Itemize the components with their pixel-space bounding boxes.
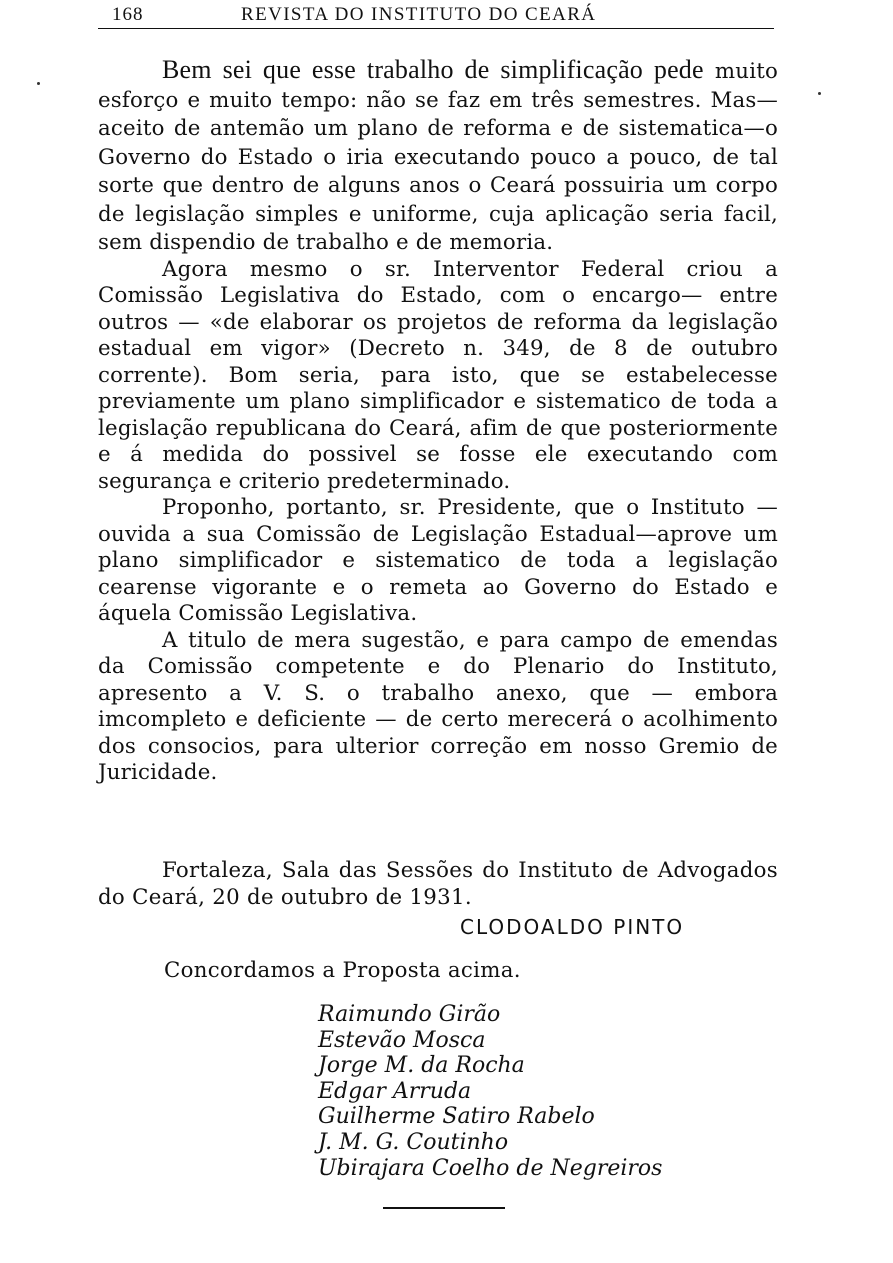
signatory: Jorge M. da Rocha — [318, 1053, 525, 1079]
signatory-list — [318, 1002, 662, 1181]
running-title: REVISTA DO INSTITUTO DO CEARÁ — [241, 4, 597, 25]
paragraph-2: Agora mesmo o sr. Interventor Federal criou a Comissão Legislativa do Estado, com o encargo— entre outros — «de elaborar os projetos de reforma da legislação estadual em vigor» (Decreto n. 349, de 8 de outubro corrente). Bom seria, para isto, que se estabelecesse previamente um plano simplificador e sistematico de toda a legislação republicana do Ceará, afim de que posteriormente e á medida do possivel se fosse ele executando com segurança e criterio predeterminado. — [98, 256, 778, 494]
signatory: Estevão Mosca — [318, 1027, 486, 1053]
margin-speck — [818, 92, 821, 95]
running-header — [98, 2, 774, 29]
body-text — [98, 57, 778, 787]
margin-speck — [37, 82, 40, 85]
end-rule — [383, 1207, 505, 1209]
agreement-line: Concordamos a Proposta acima. — [164, 958, 521, 983]
paragraph-4: A titulo de mera sugestão, e para campo de emendas da Comissão competente e do Plenario do Instituto, apresento a V. S. o trabalho anexo, que — embora imcompleto e deficiente — de certo merecerá o acolhimento dos consocios, para ulterior correção em nosso Gremio de Juricidade. — [98, 627, 778, 785]
signatory: Raimundo Girão — [318, 1002, 501, 1027]
paragraph-1-opening: Bem sei que esse trabalho de simplificação pede — [162, 55, 704, 84]
paragraph-1 — [98, 57, 778, 257]
signatory: Guilherme Satiro Rabelo — [318, 1104, 595, 1130]
author-name: CLODOALDO PINTO — [460, 915, 685, 939]
paragraph-1-rest: muito esforço e muito tempo: não se faz em três semestres. Mas—aceito de antemão um plano de reforma e de sistematica—o Governo do Estado o iria executando pouco a pouco, de tal sorte que dentro de alguns anos o Ceará possuiria um corpo de legislação simples e uniforme, cuja aplicação seria facil, sem dispendio de trabalho e de memoria. — [98, 59, 779, 255]
signatory: Ubirajara Coelho de Negreiros — [318, 1155, 663, 1181]
page-number: 168 — [112, 4, 144, 25]
place-date: Fortaleza, Sala das Sessões do Instituto de Advogados do Ceará, 20 de outubro de 1931. — [98, 858, 778, 911]
signatory: J. M. G. Coutinho — [318, 1129, 509, 1155]
paragraph-3: Proponho, portanto, sr. Presidente, que o Instituto — ouvida a sua Comissão de Legislação Estadual—aprove um plano simplificador e sistematico de toda a legislação cearense vigorante e o remeta ao Governo do Estado e áquela Comissão Legislativa. — [98, 495, 778, 626]
signatory: Edgar Arruda — [318, 1078, 472, 1104]
